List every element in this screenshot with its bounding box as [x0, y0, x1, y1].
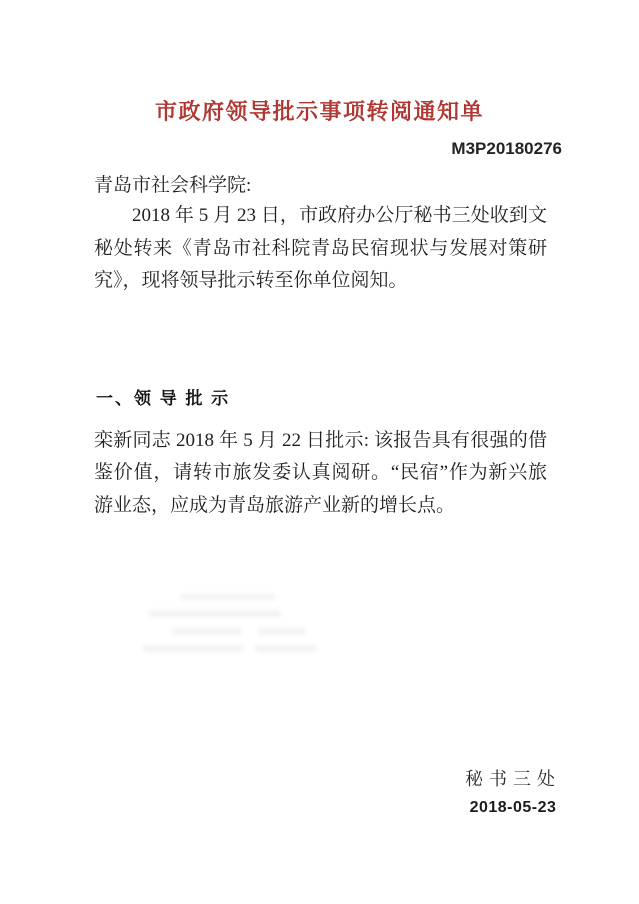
intro-paragraph: 2018 年 5 月 23 日，市政府办公厅秘书三处收到文秘处转来《青岛市社科院青岛民宿现状与发展对策研究》，现将领导批示转至你单位阅知。: [94, 205, 547, 291]
signature-block: [465, 765, 561, 817]
section-heading-leader-instructions: 一、领 导 批 示: [96, 388, 231, 408]
faded-text-artifact: [258, 628, 306, 635]
faded-text-artifact: [172, 628, 242, 635]
signature-date: 2018-05-23: [469, 799, 557, 816]
faded-text-artifact: [143, 645, 243, 652]
document-number: M3P20180276: [451, 139, 562, 158]
faded-text-artifact: [180, 594, 275, 600]
leader-instruction-paragraph: 栾新同志 2018 年 5 月 22 日批示: 该报告具有很强的借鉴价值，请转市旅发委认真阅研。“民宿”作为新兴旅游业态，应成为青岛旅游产业新的增长点。: [94, 429, 547, 516]
page-title: 市政府领导批示事项转阅通知单: [154, 99, 484, 124]
faded-text-artifact: [148, 610, 281, 617]
faded-text-artifact: [255, 645, 317, 652]
signature-department: 秘书三处: [465, 769, 561, 789]
recipient-line: 青岛市社会科学院:: [94, 175, 252, 196]
